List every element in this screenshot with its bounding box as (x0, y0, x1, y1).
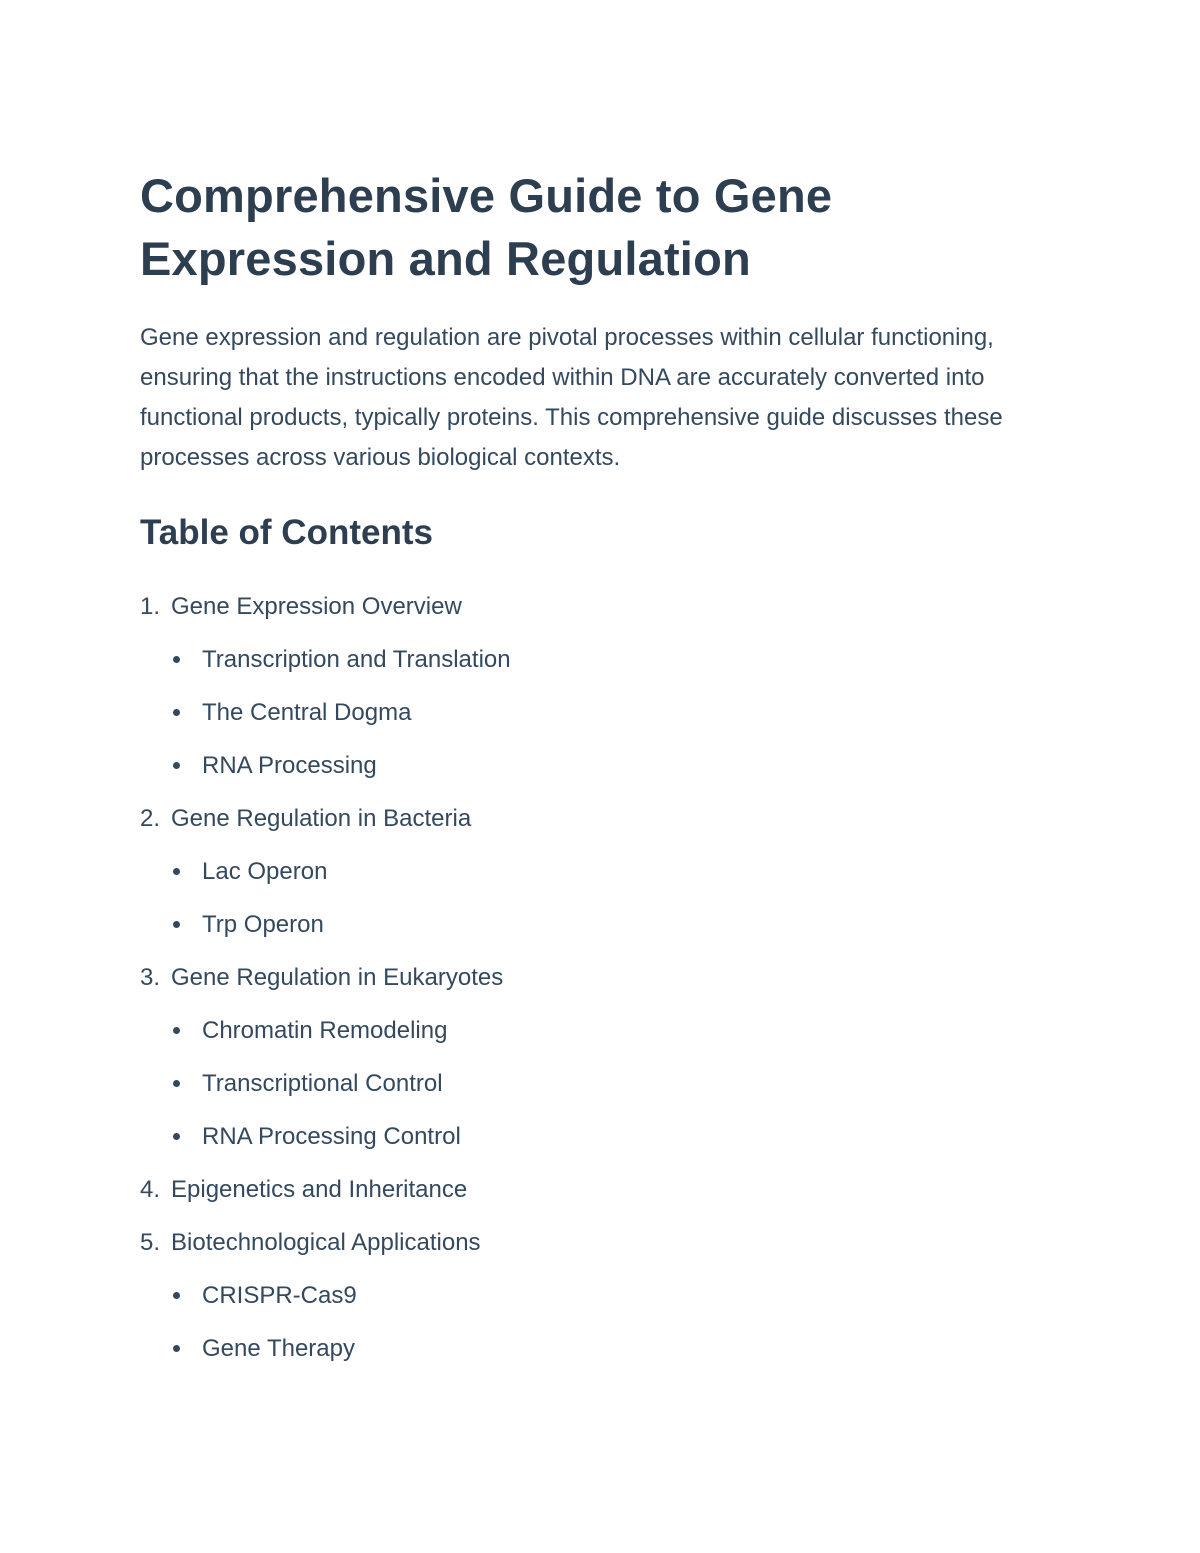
toc-subitem (140, 1322, 1060, 1375)
toc-entry (140, 580, 1060, 633)
page-title: Comprehensive Guide to Gene Expression and Regulation (140, 169, 833, 285)
toc-subitem-label: Trp Operon (202, 911, 324, 938)
toc-entry-label: Epigenetics and Inheritance (171, 1176, 468, 1203)
toc-subitem-label: The Central Dogma (202, 699, 412, 726)
toc-subitem (140, 845, 1060, 898)
bullet-icon (173, 656, 180, 663)
toc-subitem (140, 686, 1060, 739)
toc-subitem-label: Transcription and Translation (202, 646, 511, 673)
intro-paragraph: Gene expression and regulation are pivotal processes within cellular functioning, ensuring that the instructions encoded within DNA are accurately converted into functional products, typically proteins. This comprehensive guide discusses these processes across various biological contexts. (140, 324, 1003, 471)
bullet-icon (173, 868, 180, 875)
toc-heading: Table of Contents (140, 513, 433, 552)
toc-subitem-list (140, 633, 1060, 792)
toc-subitem (140, 898, 1060, 951)
bullet-icon (173, 1080, 180, 1087)
toc-item (140, 792, 1060, 951)
toc-entry-number: 3. (140, 964, 161, 991)
toc-entry-label: Gene Expression Overview (171, 593, 462, 620)
toc-subitem-label: Chromatin Remodeling (202, 1017, 448, 1044)
toc-subitem (140, 1004, 1060, 1057)
toc-entry-number: 1. (140, 593, 161, 620)
toc-entry-label: Gene Regulation in Eukaryotes (171, 964, 504, 991)
bullet-icon (173, 921, 180, 928)
toc-subitem-label: Gene Therapy (202, 1335, 355, 1362)
toc-subitem-label: RNA Processing Control (202, 1123, 461, 1150)
toc-entry-number: 2. (140, 805, 161, 832)
toc-entry-number: 5. (140, 1229, 161, 1256)
toc-entry-label: Gene Regulation in Bacteria (171, 805, 472, 832)
bullet-icon (173, 762, 180, 769)
toc-subitem (140, 739, 1060, 792)
toc-entry-number: 4. (140, 1176, 161, 1203)
toc-item (140, 580, 1060, 792)
toc-entry (140, 1216, 1060, 1269)
toc-entry (140, 951, 1060, 1004)
toc-subitem (140, 1269, 1060, 1322)
toc-entry-label: Biotechnological Applications (171, 1229, 481, 1256)
toc-item (140, 951, 1060, 1163)
toc-subitem (140, 1057, 1060, 1110)
toc-subitem-list (140, 845, 1060, 951)
toc-subitem-list (140, 1269, 1060, 1375)
bullet-icon (173, 709, 180, 716)
toc-item (140, 1216, 1060, 1375)
bullet-icon (173, 1133, 180, 1140)
toc-subitem (140, 633, 1060, 686)
toc-subitem-label: CRISPR-Cas9 (202, 1282, 357, 1309)
bullet-icon (173, 1345, 180, 1352)
toc-item (140, 1163, 1060, 1216)
toc-entry (140, 1163, 1060, 1216)
toc-subitem (140, 1110, 1060, 1163)
toc-subitem-label: RNA Processing (202, 752, 377, 779)
toc-subitem-label: Transcriptional Control (202, 1070, 443, 1097)
toc-subitem-list (140, 1004, 1060, 1163)
toc-entry (140, 792, 1060, 845)
bullet-icon (173, 1027, 180, 1034)
toc-subitem-label: Lac Operon (202, 858, 328, 885)
table-of-contents (140, 580, 1060, 1375)
bullet-icon (173, 1292, 180, 1299)
